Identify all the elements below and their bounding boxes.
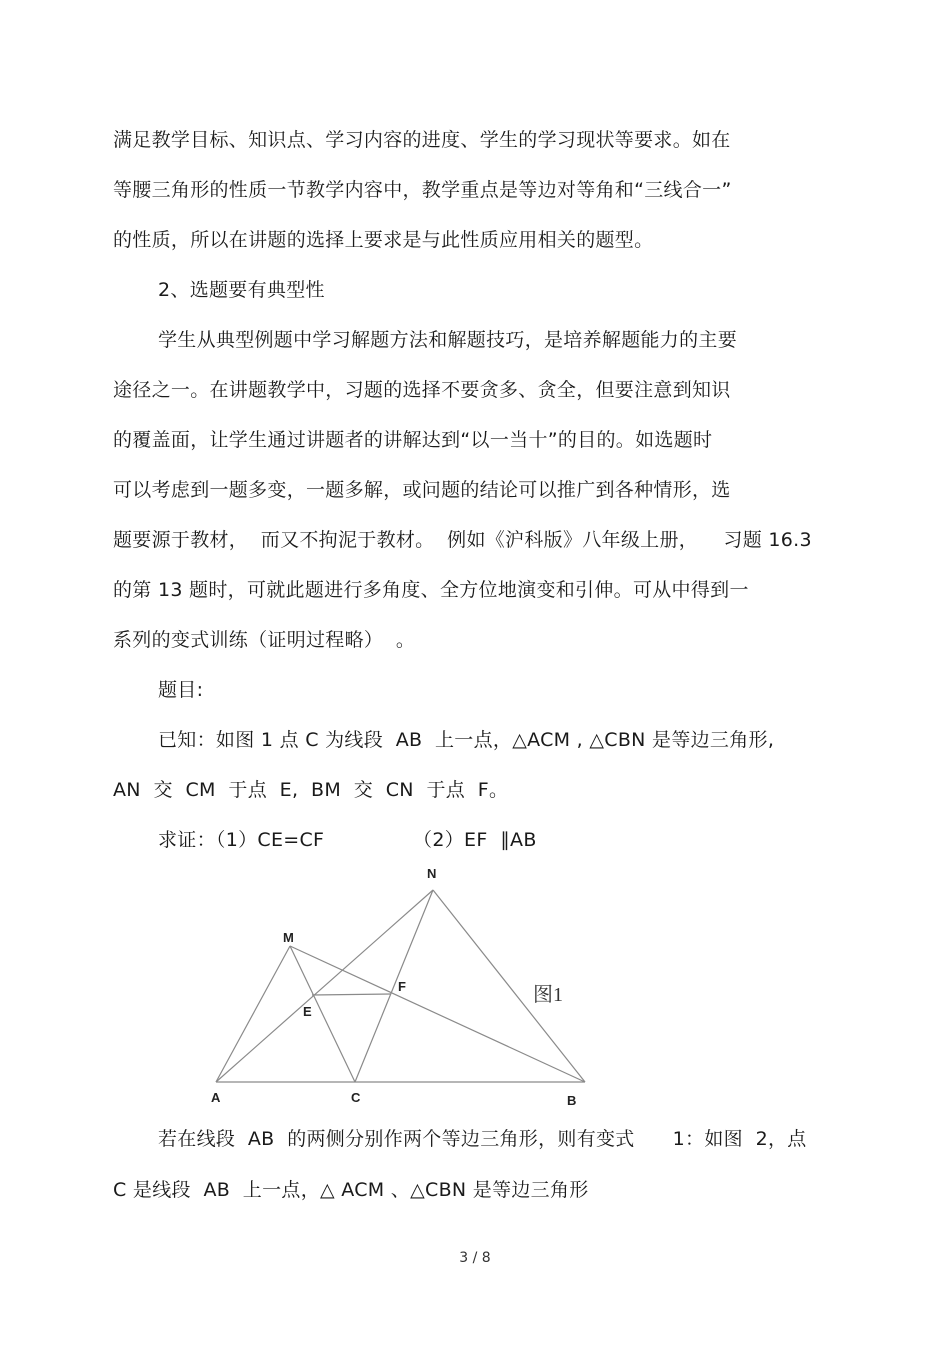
- segment-am: [216, 946, 290, 1082]
- paragraph-1-line-2: 等腰三角形的性质一节教学内容中，教学重点是等边对等角和“三线合一”: [113, 179, 732, 201]
- paragraph-2-line-5: 题要源于教材， 而又不拘泥于教材。 例如《沪科版》八年级上册， 习题 16.3: [113, 529, 812, 551]
- problem-given-line-1: 已知：如图 1 点 C 为线段 AB 上一点，△ACM , △CBN 是等边三角形,: [158, 729, 775, 751]
- paragraph-1-line-1: 满足教学目标、知识点、学习内容的进度、学生的学习现状等要求。如在: [113, 129, 731, 151]
- segment-mc: [290, 946, 355, 1082]
- segment-cn: [355, 890, 433, 1082]
- paragraph-2-line-7: 系列的变式训练（证明过程略） 。: [113, 629, 416, 651]
- geometry-figure-1: [195, 858, 615, 1108]
- page-number: 3 / 8: [459, 1250, 491, 1266]
- segment-ef: [312, 994, 391, 995]
- figure-caption: 图1: [533, 984, 563, 1006]
- paragraph-1-line-3: 的性质，所以在讲题的选择上要求是与此性质应用相关的题型。: [113, 229, 654, 251]
- label-b: B: [567, 1093, 577, 1108]
- paragraph-2-line-3: 的覆盖面，让学生通过讲题者的讲解达到“以一当十”的目的。如选题时: [113, 429, 713, 451]
- label-f: F: [398, 979, 406, 994]
- section-heading-2: 2、选题要有典型性: [158, 279, 325, 301]
- paragraph-2-line-6: 的第 13 题时，可就此题进行多角度、全方位地演变和引伸。可从中得到一: [113, 579, 749, 601]
- label-a: A: [211, 1090, 221, 1105]
- paragraph-2-line-2: 途径之一。在讲题教学中，习题的选择不要贪多、贪全，但要注意到知识: [113, 379, 731, 401]
- label-m: M: [283, 930, 294, 945]
- problem-label: 题目:: [158, 679, 204, 701]
- variant-line-1: 若在线段 AB 的两侧分别作两个等边三角形，则有变式 1：如图 2，点: [158, 1128, 807, 1150]
- variant-line-2: C 是线段 AB 上一点，△ ACM 、△CBN 是等边三角形: [113, 1179, 589, 1201]
- paragraph-2-line-4: 可以考虑到一题多变，一题多解，或问题的结论可以推广到各种情形，选: [113, 479, 731, 501]
- label-e: E: [303, 1004, 312, 1019]
- segment-bm: [290, 946, 585, 1082]
- label-n: N: [427, 866, 437, 881]
- problem-given-line-2: AN 交 CM 于点 E, BM 交 CN 于点 F。: [113, 779, 509, 801]
- label-c: C: [351, 1090, 361, 1105]
- problem-prove: 求证：（1）CE=CF （2）EF ∥AB: [158, 829, 537, 851]
- paragraph-2-line-1: 学生从典型例题中学习解题方法和解题技巧，是培养解题能力的主要: [158, 329, 738, 351]
